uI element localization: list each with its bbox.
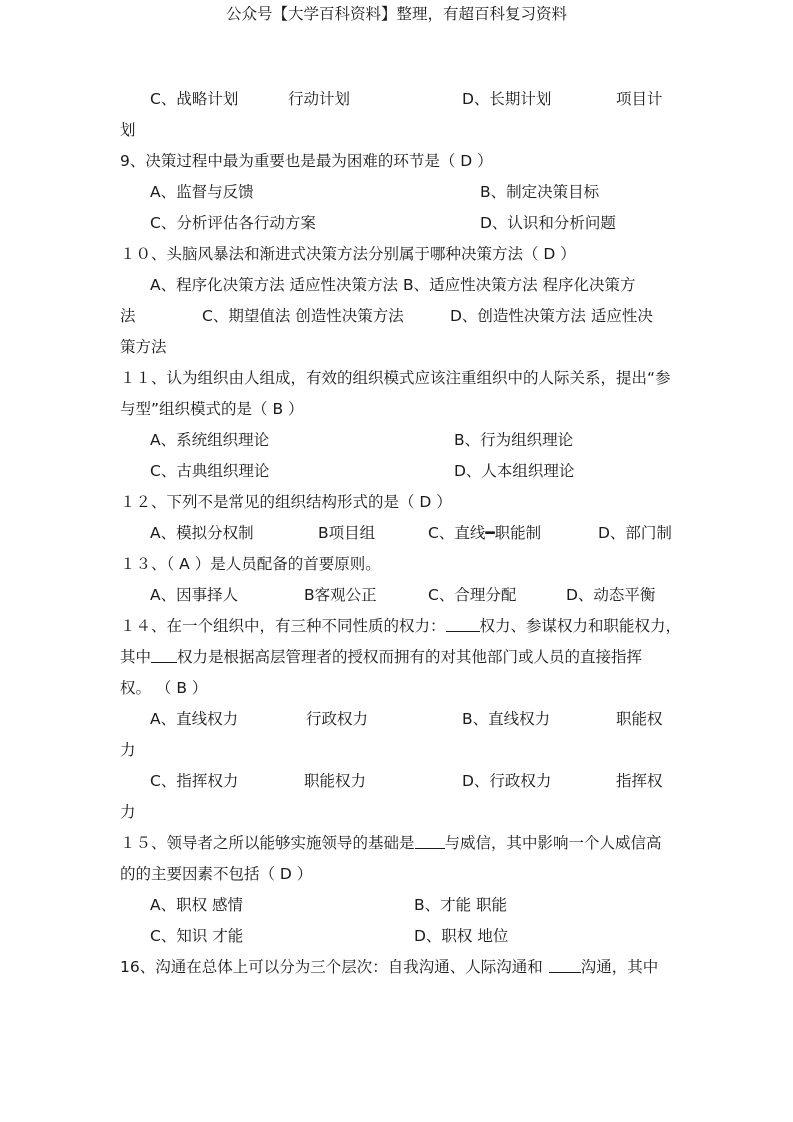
- q14-stem1-post: 权力、参谋权力和职能权力，: [479, 617, 682, 635]
- q14-blank-2: [151, 644, 177, 663]
- q10-options-line3: 策方法: [120, 338, 167, 356]
- q10-option-d: D、创造性决策方法 适应性决: [450, 307, 653, 325]
- q10-options-line1: A、程序化决策方法 适应性决策方法 B、适应性决策方法 程序化决策方: [150, 276, 636, 294]
- q16-stem-pre: 16、沟通在总体上可以分为三个层次：自我沟通、人际沟通和: [120, 958, 543, 976]
- q14-stem2-post: 权力是根据高层管理者的授权而拥有的对其他部门或人员的直接指挥: [177, 648, 643, 666]
- q15-stem-line2: 的的主要因素不包括（ D ）: [120, 865, 313, 883]
- q15-option-c: C、知识 才能: [150, 927, 244, 945]
- q8-option-c-label: C、战略计划: [150, 90, 239, 108]
- q15-option-d: D、职权 地位: [414, 927, 509, 945]
- q15-stem1-pre: １５、领导者之所以能够实施领导的基础是: [120, 834, 415, 852]
- q11-option-b: B、行为组织理论: [454, 431, 574, 449]
- q15-options-ab: [120, 890, 675, 921]
- q13-option-b: B客观公正: [304, 586, 377, 604]
- q12-stem: １２、下列不是常见的组织结构形式的是（ D ）: [120, 493, 452, 511]
- q13-option-c: C、合理分配: [428, 586, 517, 604]
- q14-stem1-pre: １４、在一个组织中，有三种不同性质的权力：: [120, 617, 446, 635]
- q14-wrap-1: 力: [120, 741, 136, 759]
- q8-option-c-text: 行动计划: [288, 90, 351, 108]
- q10-line2-wrap: 法: [120, 307, 136, 325]
- q13-options: [120, 580, 675, 611]
- q8-option-d-text: 项目计: [616, 90, 663, 108]
- q15-stem-line1: [120, 828, 675, 859]
- q9-option-a: A、监督与反馈: [150, 183, 254, 201]
- q12-option-d: D、部门制: [598, 524, 672, 542]
- q15-option-a: A、职权 感情: [150, 896, 244, 914]
- q15-stem1-post: 与威信，其中影响一个人威信高: [444, 834, 662, 852]
- q14-option-a-label: A、直线权力: [150, 710, 239, 728]
- q16-stem: [120, 952, 675, 983]
- q11-option-a: A、系统组织理论: [150, 431, 270, 449]
- q12-option-a: A、模拟分权制: [150, 524, 254, 542]
- q11-options-cd: [120, 456, 675, 487]
- q11-options-ab: [120, 425, 675, 456]
- q14-option-a-text: 行政权力: [306, 710, 369, 728]
- q14-stem-line2: [120, 642, 675, 673]
- q14-option-d-text: 指挥权: [616, 772, 663, 790]
- q13-option-d: D、动态平衡: [566, 586, 656, 604]
- q14-blank-1: [446, 613, 480, 632]
- q9-option-c: C、分析评估各行动方案: [150, 214, 316, 232]
- q10-option-c: C、期望值法 创造性决策方法: [202, 307, 404, 325]
- q16-stem-post: 沟通，其中: [580, 958, 659, 976]
- q9-option-d: D、认识和分析问题: [480, 214, 616, 232]
- q8-wrap: 划: [120, 121, 136, 139]
- q14-stem2-pre: 其中: [120, 648, 152, 666]
- q8-option-d-label: D、长期计划: [462, 90, 552, 108]
- q14-option-c-text: 职能权力: [304, 772, 367, 790]
- q10-stem: １０、头脑风暴法和渐进式决策方法分别属于哪种决策方法（ D ）: [120, 245, 576, 263]
- q14-option-d-label: D、行政权力: [462, 772, 552, 790]
- q13-option-a: A、因事择人: [150, 586, 239, 604]
- q9-options-cd: [120, 208, 675, 239]
- q15-blank: [415, 830, 445, 849]
- q13-stem: １３、（ A ）是人员配备的首要原则。: [120, 555, 381, 573]
- q11-stem-line1: １１、认为组织由人组成，有效的组织模式应该注重组织中的人际关系，提出“参: [120, 369, 671, 387]
- q14-option-c-label: C、指挥权力: [150, 772, 239, 790]
- q11-stem-line2: 与型”组织模式的是（ B ）: [120, 400, 304, 418]
- q9-option-b: B、制定决策目标: [480, 183, 600, 201]
- q8-options-cd: [120, 84, 675, 115]
- q14-wrap-2: 力: [120, 803, 136, 821]
- q14-options-ab: [120, 704, 675, 735]
- q14-options-cd: [120, 766, 675, 797]
- q16-blank: [549, 954, 581, 973]
- q14-stem-line1: [120, 611, 682, 642]
- q12-options: [120, 518, 675, 549]
- q14-stem-line3: 权。 （ B ）: [120, 679, 208, 697]
- q9-options-ab: [120, 177, 675, 208]
- q11-option-c: C、古典组织理论: [150, 462, 270, 480]
- question-list: [120, 84, 682, 983]
- page-header: 公众号【大学百科资料】整理，有超百科复习资料: [225, 5, 567, 23]
- q11-option-d: D、人本组织理论: [454, 462, 575, 480]
- q14-option-b-text: 职能权: [616, 710, 663, 728]
- q9-stem: 9、决策过程中最为重要也是最为困难的环节是（ D ）: [120, 152, 493, 170]
- q12-option-c: C、直线━职能制: [428, 524, 542, 542]
- q15-option-b: B、才能 职能: [414, 896, 508, 914]
- q10-options-line2: [120, 301, 675, 332]
- q15-options-cd: [120, 921, 675, 952]
- q12-option-b: B项目组: [318, 524, 376, 542]
- q14-option-b-label: B、直线权力: [462, 710, 551, 728]
